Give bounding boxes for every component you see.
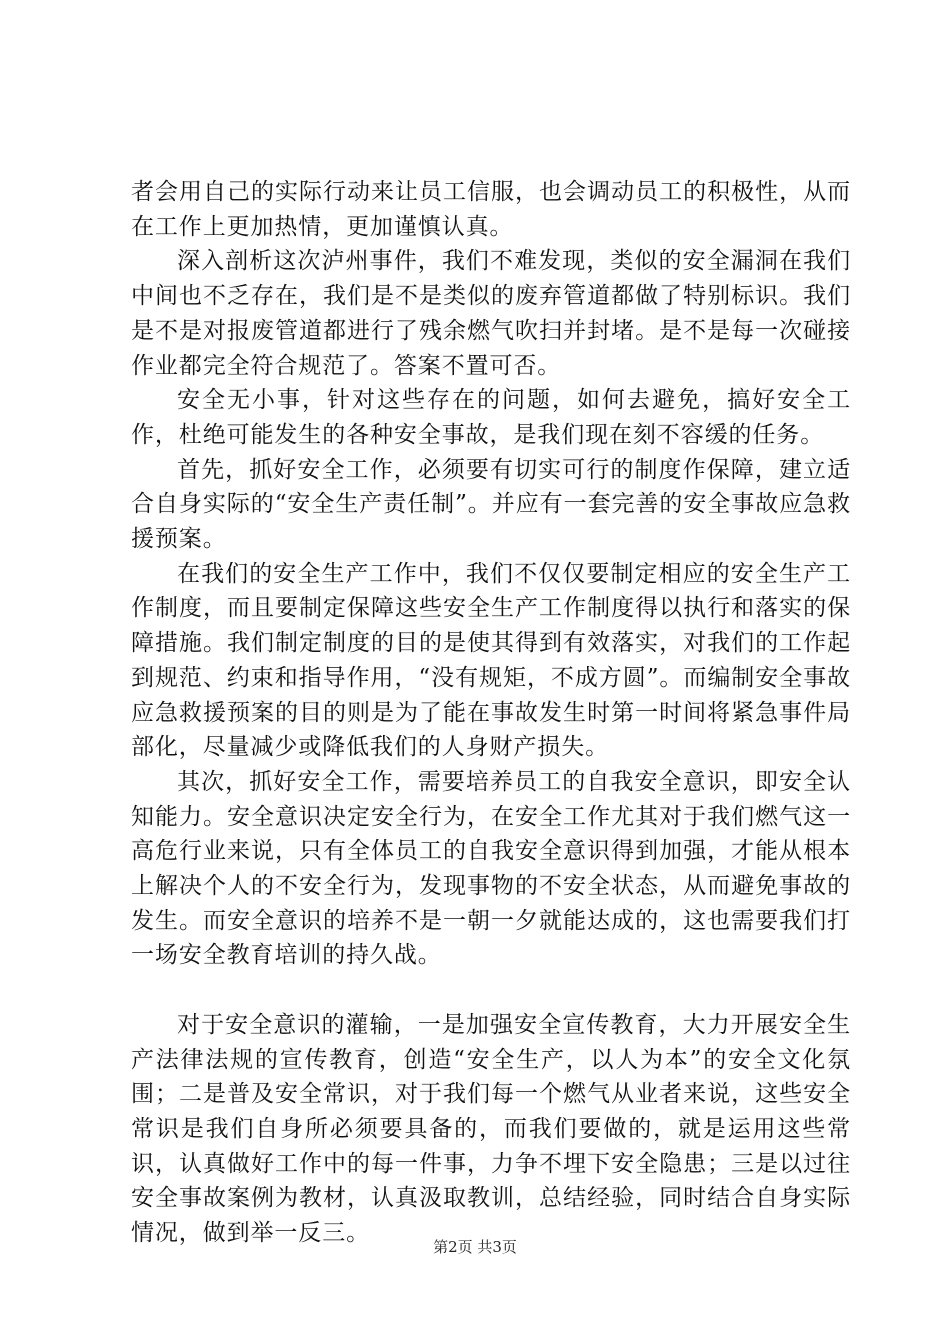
paragraph-2: 深入剖析这次泸州事件，我们不难发现，类似的安全漏洞在我们中间也不乏存在，我们是不是类似的废弃管道都做了特别标识。我们是不是对报废管道都进行了残余燃气吹扫并封堵。是不是每一次碰接作业都完全符合规范了。答案不置可否。 [131,248,851,379]
paragraph-5: 在我们的安全生产工作中，我们不仅仅要制定相应的安全生产工作制度，而且要制定保障这些安全生产工作制度得以执行和落实的保障措施。我们制定制度的目的是使其得到有效落实，对我们的工作起到规范、约束和指导作用，“没有规矩，不成方圆”。而编制安全事故应急救援预案的目的则是为了能在事故发生时第一时间将紧急事件局部化，尽量减少或降低我们的人身财产损失。 [131,560,851,761]
paragraph-6: 其次，抓好安全工作，需要培养员工的自我安全意识，即安全认知能力。安全意识决定安全行为，在安全工作尤其对于我们燃气这一高危行业来说，只有全体员工的自我安全意识得到加强，才能从根本上解决个人的不安全行为，发现事物的不安全状态，从而避免事故的发生。而安全意识的培养不是一朝一夕就能达成的，这也需要我们打一场安全教育培训的持久战。 [131,768,851,969]
paragraph-gap [131,973,851,1008]
paragraph-1: 者会用自己的实际行动来让员工信服，也会调动员工的积极性，从而在工作上更加热情，更加谨慎认真。 [131,179,851,240]
paragraph-4: 首先，抓好安全工作，必须要有切实可行的制度作保障，建立适合自身实际的“安全生产责任制”。并应有一套完善的安全事故应急救援预案。 [131,456,851,553]
document-body [131,175,851,1251]
paragraph-7: 对于安全意识的灌输，一是加强安全宣传教育，大力开展安全生产法律法规的宣传教育，创造“安全生产，以人为本”的安全文化氛围；二是普及安全常识，对于我们每一个燃气从业者来说，这些安全常识是我们自身所必须要具备的，而我们要做的，就是运用这些常识，认真做好工作中的每一件事，力争不埋下安全隐患；三是以过往安全事故案例为教材，认真汲取教训，总结经验，同时结合自身实际情况，做到举一反三。 [131,1011,851,1247]
paragraph-3: 安全无小事，针对这些存在的问题，如何去避免，搞好安全工作，杜绝可能发生的各种安全事故，是我们现在刻不容缓的任务。 [131,387,851,448]
page-number-footer: 第2页 共3页 [433,1238,517,1256]
